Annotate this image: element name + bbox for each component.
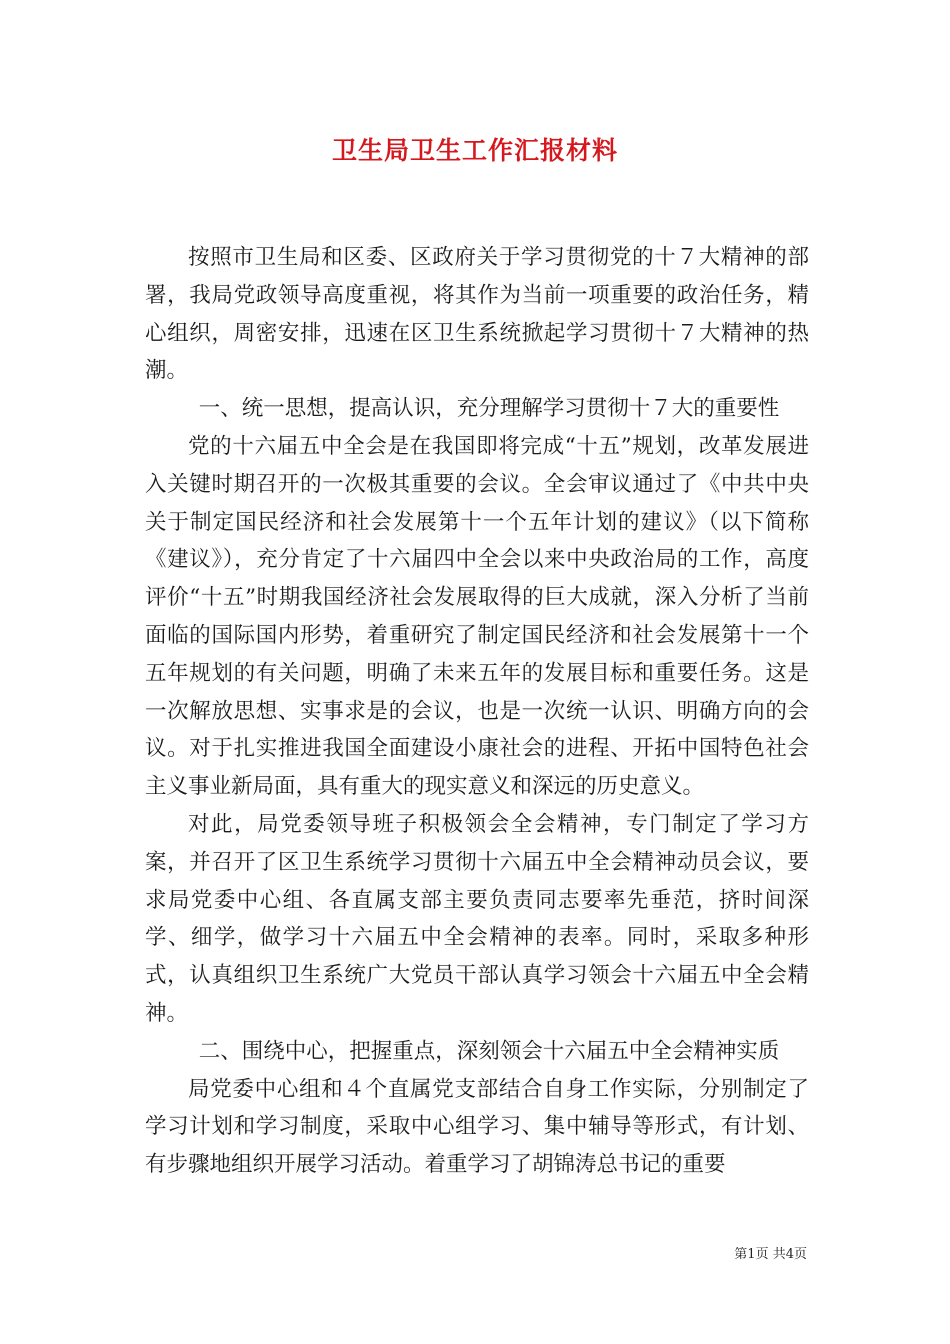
paragraph-response: 对此，局党委领导班子积极领会全会精神，专门制定了学习方案，并召开了区卫生系统学习贯彻十六届五中全会精神动员会议，要求局党委中心组、各直属支部主要负责同志要率先垂范，挤时间深学、细学，做学习十六届五中全会精神的表率。同时，采取多种形式，认真组织卫生系统广大党员干部认真学习领会十六届五中全会精神。 (145, 811, 809, 1026)
section-heading-2: 二、围绕中心，把握重点，深刻领会十六届五中全会精神实质 (198, 1038, 780, 1064)
page-suffix: 页 (793, 1247, 807, 1262)
document-body (145, 239, 809, 1184)
page-number-footer (734, 1245, 807, 1265)
section-heading-1: 一、统一思想，提高认识，充分理解学习贯彻十７大的重要性 (198, 396, 780, 422)
page-middle: 页 共 (755, 1247, 786, 1262)
paragraph-study-plan: 局党委中心组和４个直属党支部结合自身工作实际，分别制定了学习计划和学习制度，采取中心组学习、集中辅导等形式，有计划、有步骤地组织开展学习活动。着重学习了胡锦涛总书记的重要 (145, 1076, 809, 1178)
paragraph-intro: 按照市卫生局和区委、区政府关于学习贯彻党的十７大精神的部署，我局党政领导高度重视，将其作为当前一项重要的政治任务，精心组织，周密安排，迅速在区卫生系统掀起学习贯彻十７大精神的热潮。 (145, 245, 809, 384)
page-total: 4 (785, 1247, 794, 1262)
page-current: 1 (747, 1247, 756, 1262)
page-prefix: 第 (734, 1247, 748, 1262)
document-title: 卫生局卫生工作汇报材料 (331, 136, 618, 165)
paragraph-plenum: 党的十六届五中全会是在我国即将完成“十五”规划，改革发展进入关键时期召开的一次极其重要的会议。全会审议通过了《中共中央关于制定国民经济和社会发展第十一个五年计划的建议》（以下简称《建议》），充分肯定了十六届四中全会以来中央政治局的工作，高度评价“十五”时期我国经济社会发展取得的巨大成就，深入分析了当前面临的国际国内形势，着重研究了制定国民经济和社会发展第十一个五年规划的有关问题，明确了未来五年的发展目标和重要任务。这是一次解放思想、实事求是的会议，也是一次统一认识、明确方向的会议。对于扎实推进我国全面建设小康社会的进程、开拓中国特色社会主义事业新局面，具有重大的现实意义和深远的历史意义。 (145, 433, 809, 800)
